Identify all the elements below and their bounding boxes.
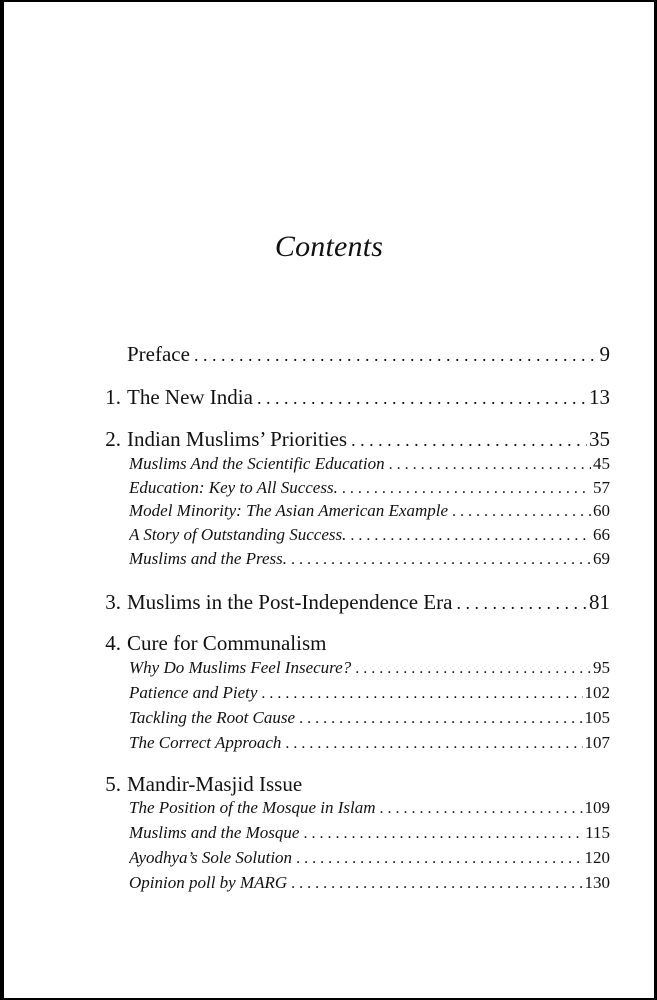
dot-leader xyxy=(299,710,582,728)
toc-entry-preface xyxy=(127,342,610,367)
table-of-contents xyxy=(4,2,654,998)
toc-page-number: 57 xyxy=(593,478,610,497)
dot-leader xyxy=(355,660,591,678)
dot-leader xyxy=(351,430,587,451)
toc-page-number: 95 xyxy=(593,658,610,677)
book-page xyxy=(4,2,654,998)
dot-leader xyxy=(452,503,591,521)
chapter-number: 5. xyxy=(105,772,121,796)
toc-entry-section xyxy=(129,501,610,521)
toc-entry-label: The Position of the Mosque in Islam xyxy=(129,798,376,817)
toc-entry-section xyxy=(129,798,610,818)
toc-page-number: 9 xyxy=(599,342,610,366)
toc-entry-chapter-5 xyxy=(127,772,610,797)
toc-entry-label: The Correct Approach xyxy=(129,733,282,752)
toc-entry-section xyxy=(129,454,610,474)
dot-leader xyxy=(285,735,582,753)
dot-leader xyxy=(389,456,591,474)
toc-page-number: 102 xyxy=(584,683,610,702)
page-title: Contents xyxy=(274,230,384,263)
chapter-number: 2. xyxy=(105,427,121,451)
toc-page-number: 107 xyxy=(584,733,610,752)
toc-entry-section xyxy=(129,525,610,545)
toc-entry-label: Indian Muslims’ Priorities xyxy=(127,427,348,451)
toc-page-number: 35 xyxy=(589,427,610,451)
toc-entry-label: Model Minority: The Asian American Example xyxy=(129,501,449,520)
toc-entry-section xyxy=(129,549,610,569)
toc-entry-label: Mandir-Masjid Issue xyxy=(127,772,303,796)
toc-page-number: 130 xyxy=(584,873,610,892)
dot-leader xyxy=(291,551,591,569)
chapter-number: 3. xyxy=(105,590,121,614)
chapter-number: 1. xyxy=(105,385,121,409)
toc-page-number: 60 xyxy=(593,501,610,520)
toc-page-number: 115 xyxy=(585,823,610,842)
toc-entry-section xyxy=(129,478,610,498)
toc-entry-section xyxy=(129,683,610,703)
toc-entry-label: Why Do Muslims Feel Insecure? xyxy=(129,658,352,677)
dot-leader xyxy=(291,875,582,893)
toc-entry-label: Ayodhya’s Sole Solution xyxy=(129,848,293,867)
toc-entry-label: Cure for Communalism xyxy=(127,631,327,655)
toc-entry-label: Muslims in the Post-Independence Era xyxy=(127,590,453,614)
dot-leader xyxy=(379,800,582,818)
toc-entry-label: Muslims and the Mosque xyxy=(129,823,300,842)
toc-entry-label: Muslims and the Press. xyxy=(129,549,288,568)
toc-entry-section xyxy=(129,823,610,843)
chapter-number: 4. xyxy=(105,631,121,655)
toc-entry-label: Preface xyxy=(127,342,190,366)
toc-entry-section xyxy=(129,873,610,893)
toc-entry-section xyxy=(129,733,610,753)
dot-leader xyxy=(342,480,591,498)
toc-entry-label: Patience and Piety xyxy=(129,683,258,702)
toc-page-number: 120 xyxy=(584,848,610,867)
dot-leader xyxy=(303,825,583,843)
toc-page-number: 45 xyxy=(593,454,610,473)
toc-entry-label: The New India xyxy=(127,385,253,409)
dot-leader xyxy=(456,593,587,614)
toc-page-number: 69 xyxy=(593,549,610,568)
dot-leader xyxy=(257,388,587,409)
toc-entry-chapter-4 xyxy=(127,631,610,656)
toc-entry-label: Muslims And the Scientific Education xyxy=(129,454,385,473)
dot-leader xyxy=(261,685,582,703)
dot-leader xyxy=(350,527,591,545)
toc-entry-section xyxy=(129,848,610,868)
toc-page-number: 66 xyxy=(593,525,610,544)
toc-page-number: 13 xyxy=(589,385,610,409)
toc-page-number: 109 xyxy=(584,798,610,817)
toc-page-number: 81 xyxy=(589,590,610,614)
toc-entry-chapter-2 xyxy=(127,427,610,452)
toc-entry-chapter-3 xyxy=(127,590,610,615)
dot-leader xyxy=(296,850,582,868)
toc-entry-section xyxy=(129,658,610,678)
toc-entry-section xyxy=(129,708,610,728)
toc-entry-label: Education: Key to All Success. xyxy=(129,478,338,497)
toc-entry-chapter-1 xyxy=(127,385,610,410)
toc-entry-label: Tackling the Root Cause xyxy=(129,708,296,727)
toc-entry-label: Opinion poll by MARG xyxy=(129,873,288,892)
toc-page-number: 105 xyxy=(584,708,610,727)
dot-leader xyxy=(194,345,598,366)
toc-entry-label: A Story of Outstanding Success. xyxy=(129,525,347,544)
